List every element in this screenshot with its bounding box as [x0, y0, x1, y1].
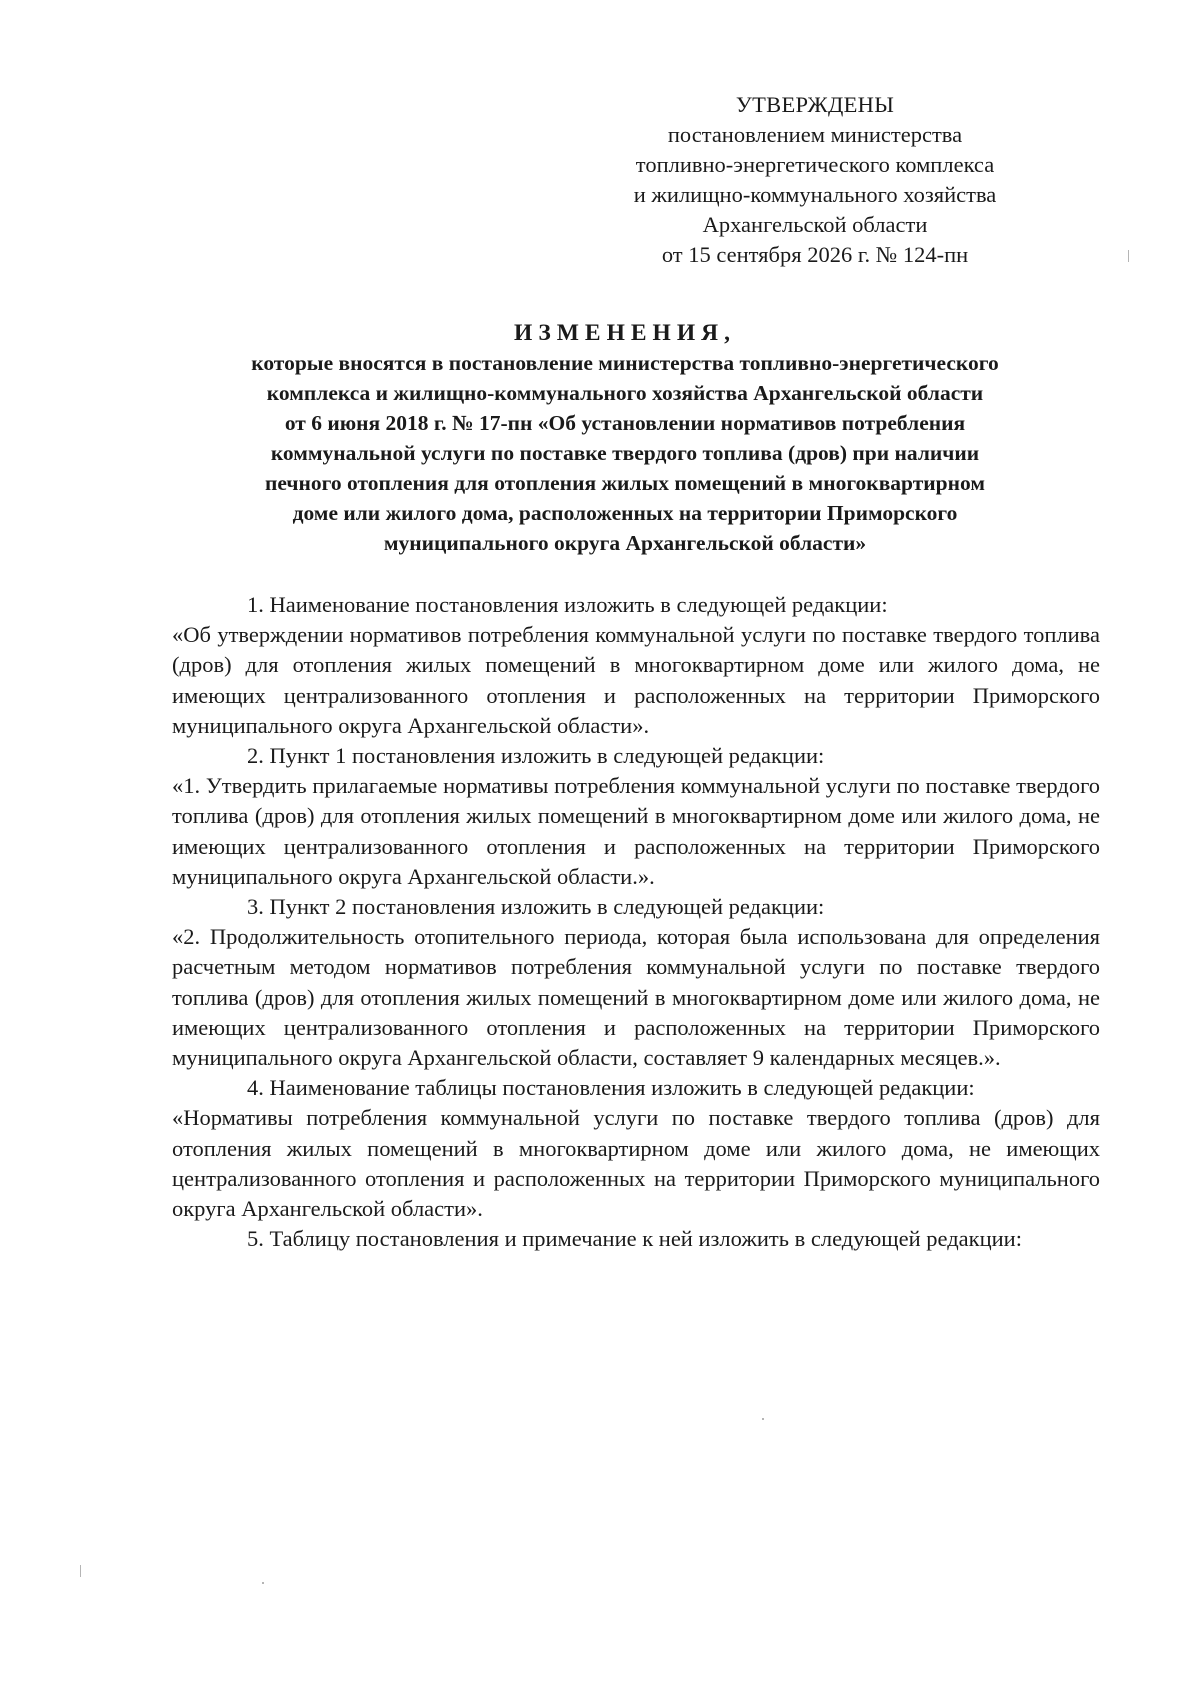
- scan-speck: [762, 1418, 764, 1420]
- approval-line: Архангельской области: [702, 212, 928, 237]
- scan-speck: [80, 1565, 81, 1577]
- approval-line: и жилищно-коммунального хозяйства: [633, 182, 997, 207]
- body-paragraph: 3. Пункт 2 постановления изложить в следующей редакции:: [247, 894, 825, 920]
- title-line: коммунальной услуги по поставке твердого топлива (дров) при наличии: [270, 441, 980, 465]
- approval-block: [570, 90, 1060, 270]
- approval-line: постановлением министерства: [667, 122, 963, 147]
- approval-line: топливно-энергетического комплекса: [635, 152, 995, 177]
- body-paragraph: 2. Пункт 1 постановления изложить в следующей редакции:: [247, 743, 825, 769]
- document-title: [150, 318, 1100, 558]
- body-paragraph: «2. Продолжительность отопительного периода, которая была использована для определения расчетным методом нормативов потребления коммунальной услуги по поставке твердого топлива (дров) для отопления жилых помещений в многоквартирном доме или жилого дома, не имеющих централизованного отопления и расположенных на территории Приморского муниципального округа Архангельской области, составляет 9 календарных месяцев.».: [172, 924, 1100, 1071]
- title-line: от 6 июня 2018 г. № 17-пн «Об установлении нормативов потребления: [284, 411, 966, 435]
- title-line: муниципального округа Архангельской области»: [383, 531, 867, 555]
- approval-heading: УТВЕРЖДЕНЫ: [735, 92, 895, 117]
- scan-speck: [1128, 250, 1129, 262]
- body-paragraph: «Об утверждении нормативов потребления коммунальной услуги по поставке твердого топлива (дров) для отопления жилых помещений в многоквартирном доме или жилого дома, не имеющих централизованного отопления и расположенных на территории Приморского муниципального округа Архангельской области».: [172, 622, 1100, 738]
- title-line: печного отопления для отопления жилых помещений в многоквартирном: [264, 471, 986, 495]
- document-body: [172, 590, 1100, 1254]
- approval-date-number: от 15 сентября 2026 г. № 124-пн: [661, 242, 969, 267]
- body-paragraph: «1. Утвердить прилагаемые нормативы потребления коммунальной услуги по поставке твердого топлива (дров) для отопления жилых помещений в многоквартирном доме или жилого дома, не имеющих централизованного отопления и расположенных на территории Приморского муниципального округа Архангельской области.».: [172, 773, 1100, 889]
- title-line: комплекса и жилищно-коммунального хозяйства Архангельской области: [266, 381, 984, 405]
- body-paragraph: 1. Наименование постановления изложить в следующей редакции:: [247, 592, 888, 617]
- title-heading: ИЗМЕНЕНИЯ,: [514, 320, 736, 346]
- body-paragraph: 5. Таблицу постановления и примечание к ней изложить в следующей редакции:: [247, 1226, 1022, 1252]
- body-paragraph: «Нормативы потребления коммунальной услуги по поставке твердого топлива (дров) для отопления жилых помещений в многоквартирном доме или жилого дома, не имеющих централизованного отопления и расположенных на территории Приморского муниципального округа Архангельской области».: [172, 1105, 1100, 1222]
- title-line: которые вносятся в постановление министерства топливно-энергетического: [251, 351, 999, 375]
- title-line: доме или жилого дома, расположенных на территории Приморского: [292, 501, 958, 525]
- body-paragraph: 4. Наименование таблицы постановления изложить в следующей редакции:: [247, 1075, 975, 1101]
- scan-speck: [262, 1582, 264, 1584]
